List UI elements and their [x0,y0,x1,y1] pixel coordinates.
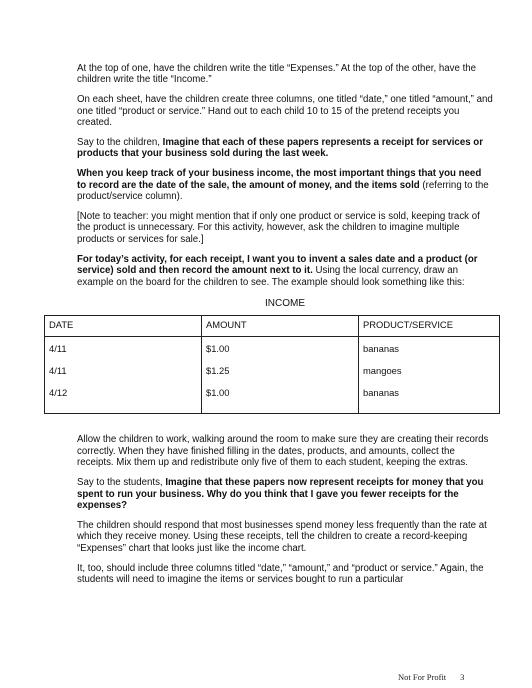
amount-column-cell [202,337,359,414]
paragraph-7: Allow the children to work, walking around the room to make sure they are creating their records correctly. When they have finished filling in the dates, products, and amounts, collect the receipts. Mix them up and redistribute only five of them to each student, keeping the extras. [77,434,489,469]
table-cell: bananas [363,387,399,399]
paragraph-3-bold: Imagine that each of these papers represents a receipt for services or products that your business sold during the last week. [77,137,483,160]
page-number: 3 [460,672,465,682]
paragraph-10: It, too, should include three columns titled “date,” “amount,” and “product or service.” Again, the students will need to imagine the items or services bought to run a particular [77,562,484,585]
body-text [49,63,493,594]
header-date: DATE [45,316,202,337]
page-footer [398,672,464,682]
table-cell: $1.00 [206,387,230,399]
paragraph-8-bold: Imagine that these papers now represent receipts for money that you spent to run your business. Why do you think that I gave you fewer receipts for the expenses? [77,477,484,511]
paragraph-3-plain: Say to the children, [77,137,163,149]
paragraph-2: On each sheet, have the children create three columns, one titled “date,” one titled “amount,” and one titled “product or service.” Hand out to each child 10 to 15 of the pretend receipts you created. [77,94,493,129]
income-table [44,315,500,414]
paragraph-6-bold: For today’s activity, for each receipt, I want you to invent a sales date and a product (or service) sold and then record the amount next to it. [77,253,478,277]
paragraph-1: At the top of one, have the children write the title “Expenses.” At the top of the other, have the children write the title “Income.” [77,63,477,86]
date-column-cell [45,337,202,414]
table-cell: $1.25 [206,365,230,377]
table-cell: $1.00 [206,343,230,355]
paragraph-8 [77,477,493,511]
table-cell: bananas [363,343,399,355]
paragraph-4-bold: When you keep track of your business income, the most important things that you need to record are the date of the sale, the amount of money, and the items sold [77,168,482,191]
product-column-cell [359,337,500,414]
income-table-title: INCOME [265,298,305,309]
paragraph-9: The children should respond that most businesses spend money less frequently than the rate at which they receive money. Using these receipts, tell the children to create a record-keeping “Expenses” chart that looks just like the income chart. [77,519,487,554]
paragraph-8-plain: Say to the students, [77,477,166,489]
table-cell: 4/11 [49,343,67,355]
footer-label: Not For Profit [398,672,447,682]
paragraph-6-plain: Using the local currency, draw an example on the board for the children to see. The example should look something like this: [77,265,465,288]
table-cell: 4/11 [49,365,67,377]
paragraph-5-teacher-note: [Note to teacher: you might mention that if only one product or service is sold, keeping track of the product is unnecessary. For this activity, however, ask the children to imagine multiple products or services for sale.] [77,211,480,245]
header-amount: AMOUNT [202,316,359,337]
income-table-header-row [45,316,500,337]
paragraph-4-plain: (referring to the product/service column). [77,179,489,203]
paragraph-3 [77,137,493,160]
table-cell: 4/12 [49,387,68,399]
header-product-service: PRODUCT/SERVICE [359,316,500,337]
income-table-body-row [45,337,500,414]
table-cell: mangoes [363,365,402,377]
paragraph-6 [77,254,493,288]
paragraph-4 [77,168,493,202]
